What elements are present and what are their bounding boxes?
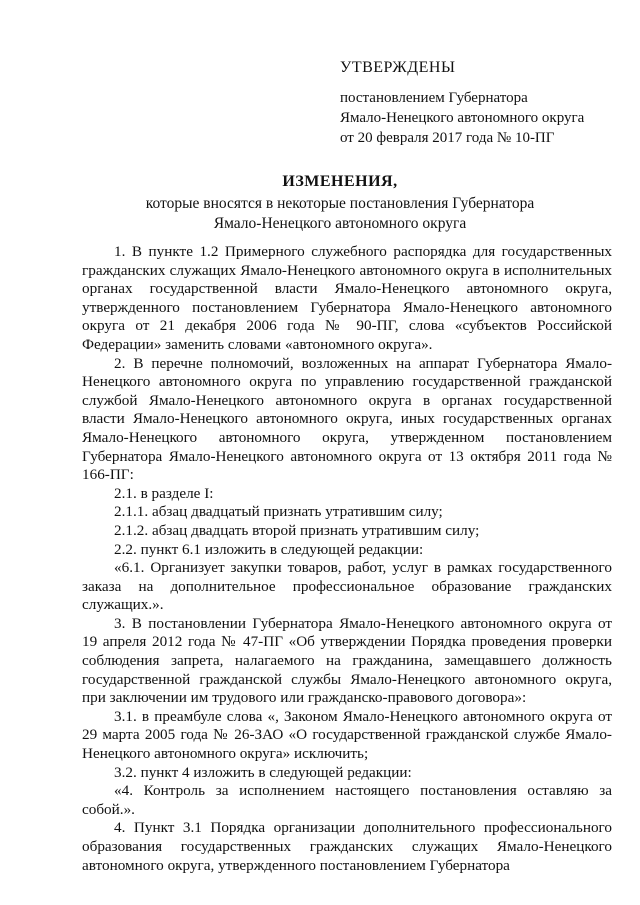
paragraph-3-2: 3.2. пункт 4 изложить в следующей редакции: [114, 763, 412, 781]
paragraph-2-1-1: 2.1.1. абзац двадцатый признать утратившим силу; [114, 503, 443, 521]
approval-line-3: от 20 февраля 2017 года № 10-ПГ [340, 130, 555, 146]
document-title: ИЗМЕНЕНИЯ, [282, 173, 398, 190]
document-subtitle-line-2: Ямало-Ненецкого автономного округа [213, 215, 467, 232]
document-subtitle-line-1: которые вносятся в некоторые постановления Губернатора [145, 195, 535, 212]
paragraph-2-1-2: 2.1.2. абзац двадцать второй признать утратившим силу; [114, 521, 480, 539]
paragraph-4: 4. Пункт 3.1 Порядка организации дополнительного профессионального образования государственных гражданских служащих Ямало-Ненецкого автономного округа, утвержденного постановлением Губернатора [82, 819, 612, 874]
approval-line-1: постановлением Губернатора [340, 90, 528, 106]
approval-heading: УТВЕРЖДЕНЫ [340, 59, 456, 76]
paragraph-1: 1. В пункте 1.2 Примерного служебного распорядка для государственных гражданских служащих Ямало-Ненецкого автономного округа в исполнительных органах государственной власти Ямало-Ненецкого автономного округа, утвержденного постановлением Губернатора Ямало-Ненецкого автономного округа от 21 декабря 2006 года № 90-ПГ, слова «субъектов Российской Федерации» заменить словами «автономного округа». [82, 243, 612, 353]
paragraph-6-1-quote: «6.1. Организует закупки товаров, работ, услуг в рамках государственного заказа на дополнительное профессиональное образование гражданских служащих.». [82, 559, 612, 614]
approval-stamp [340, 58, 630, 148]
paragraph-2-1: 2.1. в разделе I: [114, 484, 214, 502]
document-body [82, 243, 612, 875]
paragraph-2-2: 2.2. пункт 6.1 изложить в следующей редакции: [114, 540, 424, 558]
paragraph-3-1: 3.1. в преамбуле слова «, Законом Ямало-Ненецкого автономного округа от 29 марта 2005 года № 26-ЗАО «О государственной гражданской службе Ямало-Ненецкого автономного округа» исключить; [82, 707, 612, 763]
document-title-block [60, 172, 620, 234]
paragraph-4-quote: «4. Контроль за исполнением настоящего постановления оставляю за собой.». [82, 782, 612, 818]
approval-line-2: Ямало-Ненецкого автономного округа [340, 110, 585, 126]
paragraph-3: 3. В постановлении Губернатора Ямало-Ненецкого автономного округа от 19 апреля 2012 года № 47-ПГ «Об утверждении Порядка проведения проверки соблюдения запрета, налагаемого на гражданина, замещавшего должность государственной гражданской службы Ямало-Ненецкого автономного округа, при заключении им трудового или гражданско-правового договора»: [82, 614, 612, 707]
paragraph-2: 2. В перечне полномочий, возложенных на аппарат Губернатора Ямало-Ненецкого автономного округа по управлению государственной гражданской службой Ямало-Ненецкого автономного округа в органах государственной власти Ямало-Ненецкого автономного округа, иных государственных органах Ямало-Ненецкого автономного округа, утвержденном постановлением Губернатора Ямало-Ненецкого автономного округа от 13 октября 2011 года № 166-ПГ: [82, 354, 612, 484]
